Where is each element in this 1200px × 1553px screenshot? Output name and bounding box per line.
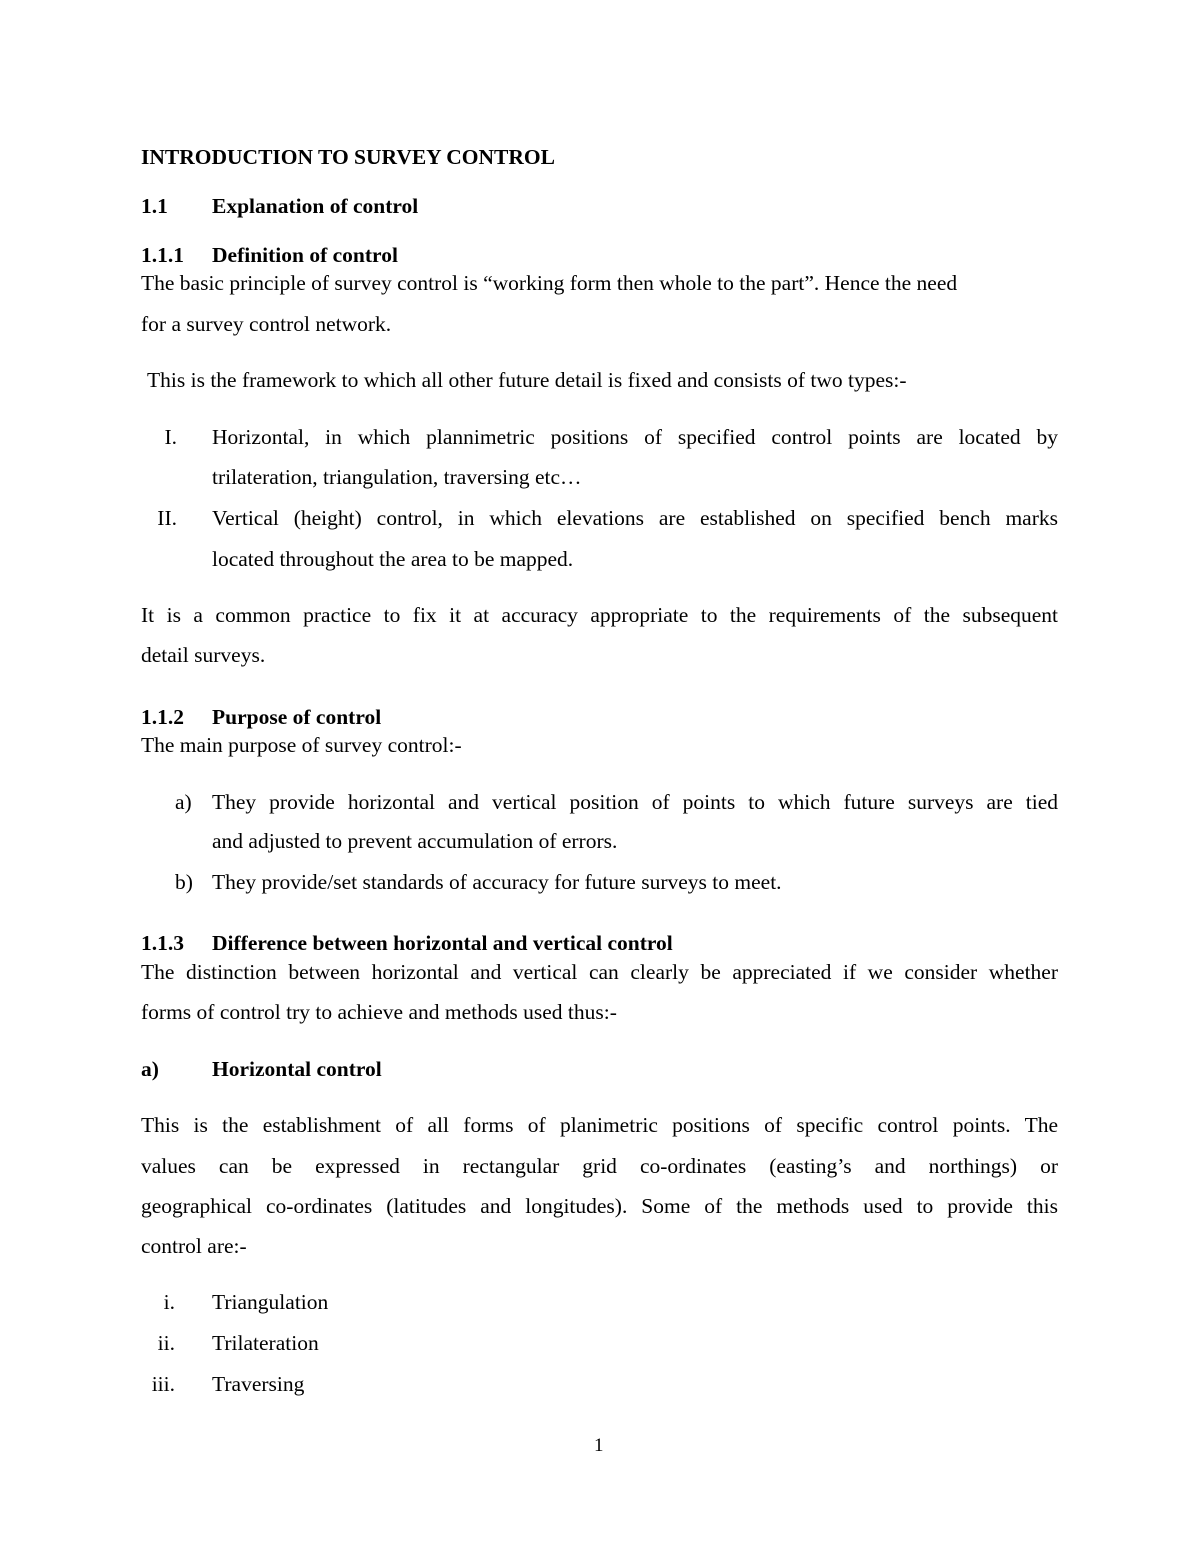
list-marker: iii.	[151, 1372, 175, 1396]
paragraph-line: geographical co-ordinates (latitudes and longitudes). Some of the methods used to provide this	[141, 1194, 1058, 1218]
list-marker: I.	[164, 425, 177, 449]
paragraph-line: values can be expressed in rectangular grid co-ordinates (easting’s and northings) or	[141, 1154, 1058, 1178]
list-item-line: They provide/set standards of accuracy for future surveys to meet.	[212, 870, 782, 894]
paragraph-line: for a survey control network.	[141, 312, 392, 336]
paragraph-line: The basic principle of survey control is “working form then whole to the part”. Hence the need	[141, 271, 958, 295]
paragraph-line: forms of control try to achieve and methods used thus:-	[141, 1000, 617, 1024]
paragraph-line: detail surveys.	[141, 643, 266, 667]
list-marker: i.	[163, 1290, 175, 1314]
paragraph-line: The main purpose of survey control:-	[141, 733, 462, 757]
paragraph-line: It is a common practice to fix it at accuracy appropriate to the requirements of the subsequent	[141, 603, 1058, 627]
section-number-1-1-1: 1.1.1	[141, 243, 184, 267]
list-item-line: Vertical (height) control, in which elevations are established on specified bench marks	[212, 506, 1058, 530]
list-marker: II.	[157, 506, 177, 530]
section-heading-1-1-3: Difference between horizontal and vertical control	[212, 931, 673, 955]
section-number-1-1-2: 1.1.2	[141, 705, 184, 729]
list-item-line: Horizontal, in which plannimetric positions of specified control points are located by	[212, 425, 1058, 449]
section-heading-1-1-1: Definition of control	[212, 243, 398, 267]
list-item-line: and adjusted to prevent accumulation of errors.	[212, 829, 618, 853]
section-number-1-1: 1.1	[141, 194, 168, 218]
list-item: Triangulation	[212, 1290, 329, 1314]
section-number-1-1-3: 1.1.3	[141, 931, 184, 955]
paragraph-line: The distinction between horizontal and vertical can clearly be appreciated if we consider whether	[141, 960, 1058, 984]
page-number: 1	[594, 1435, 604, 1456]
paragraph-line: control are:-	[141, 1234, 247, 1258]
list-marker: a)	[175, 790, 192, 814]
list-item-line: located throughout the area to be mapped.	[212, 547, 574, 571]
list-item-line: trilateration, triangulation, traversing etc…	[212, 465, 582, 489]
paragraph-line: This is the establishment of all forms of planimetric positions of specific control points. The	[141, 1113, 1058, 1137]
list-item: Traversing	[212, 1372, 305, 1396]
page-title: INTRODUCTION TO SURVEY CONTROL	[141, 145, 555, 169]
section-heading-1-1: Explanation of control	[212, 194, 419, 218]
paragraph-line: This is the framework to which all other future detail is fixed and consists of two types:-	[147, 368, 907, 392]
list-marker: ii.	[157, 1331, 175, 1355]
list-item: Trilateration	[212, 1331, 319, 1355]
list-item-line: They provide horizontal and vertical position of points to which future surveys are tied	[212, 790, 1058, 814]
subsection-heading: Horizontal control	[212, 1057, 382, 1081]
list-marker: b)	[175, 870, 193, 894]
subsection-marker: a)	[141, 1057, 159, 1081]
section-heading-1-1-2: Purpose of control	[212, 705, 382, 729]
